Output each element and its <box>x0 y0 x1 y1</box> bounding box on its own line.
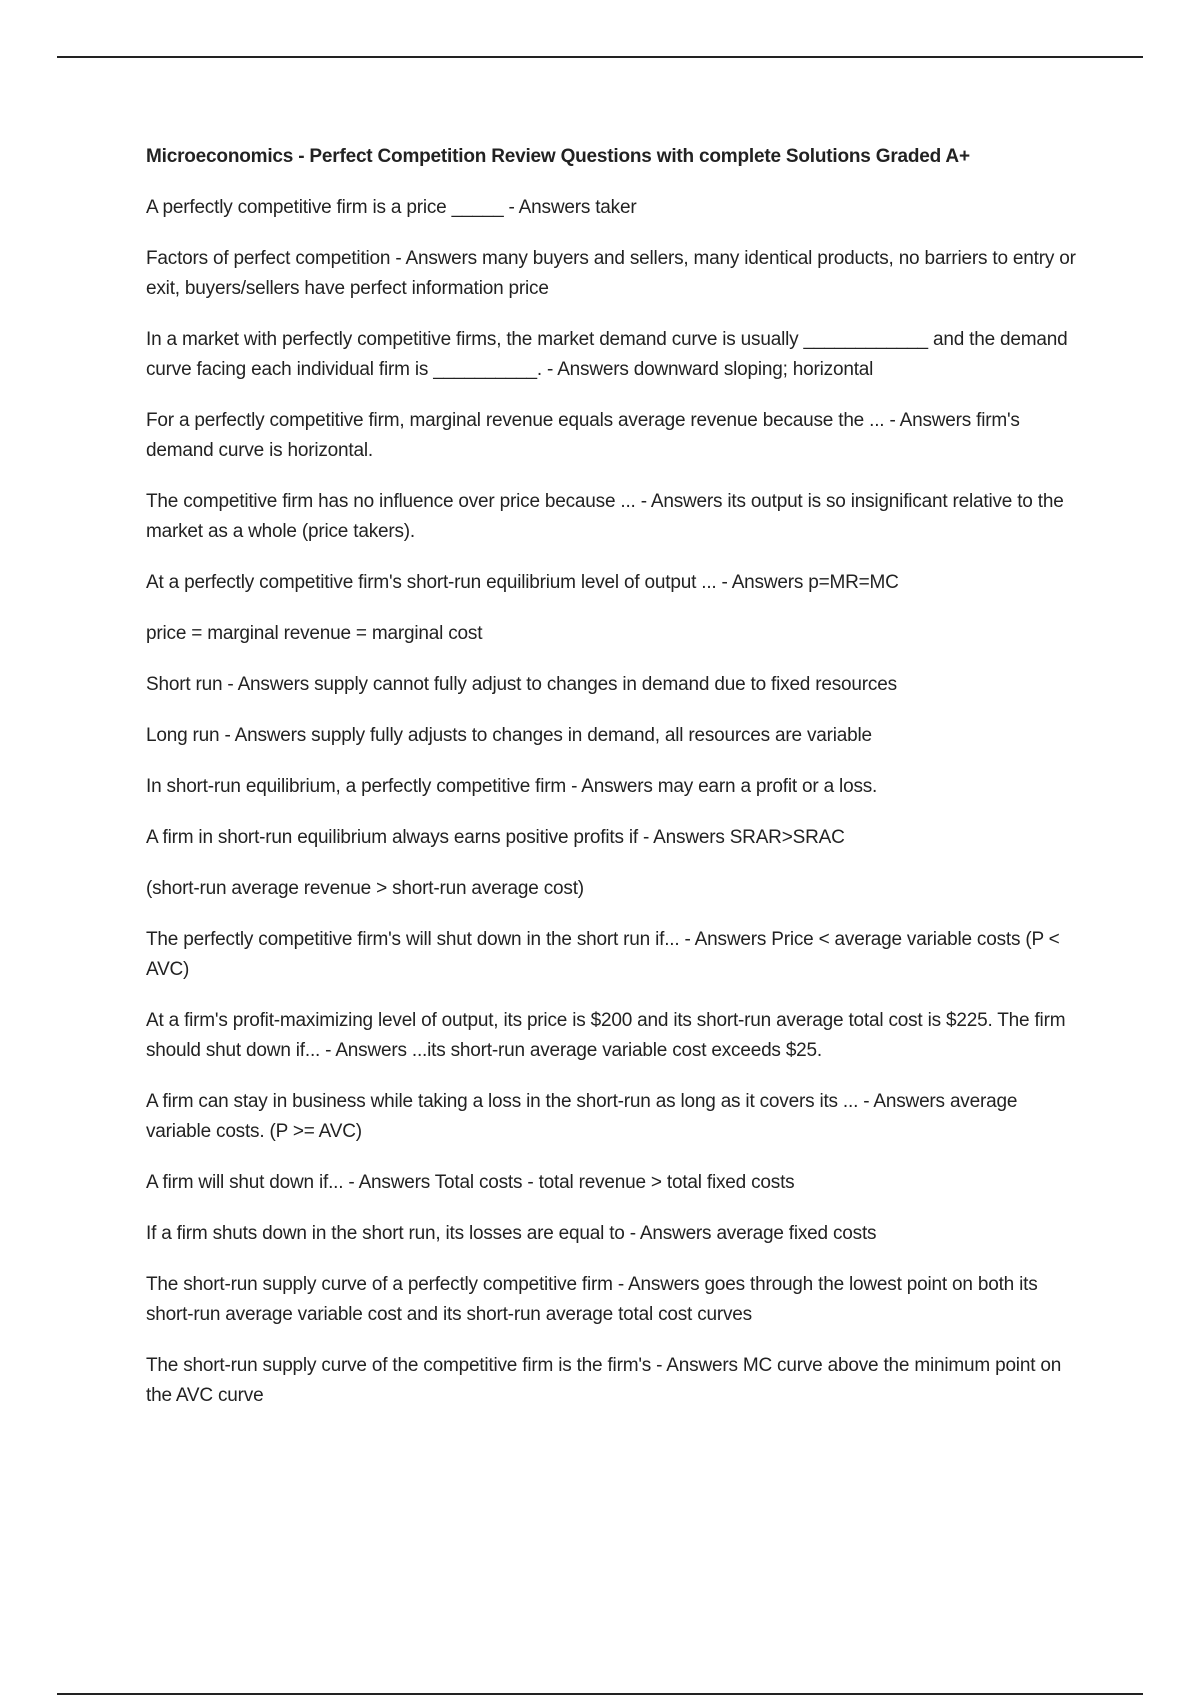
qa-item-3: In a market with perfectly competitive firms, the market demand curve is usually ____________ and the demand curve facing each individual firm is __________. - Answers downward sloping; horizontal <box>146 329 1068 380</box>
qa-item-11: A firm in short-run equilibrium always earns positive profits if - Answers SRAR>SRAC <box>146 827 845 848</box>
qa-item-2: Factors of perfect competition - Answers many buyers and sellers, many identical products, no barriers to entry or exit, buyers/sellers have perfect information price <box>146 248 1076 299</box>
qa-item-18: The short-run supply curve of a perfectly competitive firm - Answers goes through the lowest point on both its short-run average variable cost and its short-run average total cost curves <box>146 1274 1038 1325</box>
qa-item-16: A firm will shut down if... - Answers Total costs - total revenue > total fixed costs <box>146 1172 795 1193</box>
qa-item-9: Long run - Answers supply fully adjusts to changes in demand, all resources are variable <box>146 725 872 746</box>
qa-item-4: For a perfectly competitive firm, marginal revenue equals average revenue because the ... - Answers firm's demand curve is horizontal. <box>146 410 1020 461</box>
qa-item-15: A firm can stay in business while taking a loss in the short-run as long as it covers its ... - Answers average variable costs. (P >= AVC) <box>146 1091 1018 1142</box>
qa-item-5: The competitive firm has no influence over price because ... - Answers its output is so insignificant relative to the market as a whole (price takers). <box>146 491 1064 542</box>
document-title: Microeconomics - Perfect Competition Review Questions with complete Solutions Graded A+ <box>146 146 970 167</box>
footer-rule <box>57 1693 1143 1695</box>
qa-item-10: In short-run equilibrium, a perfectly competitive firm - Answers may earn a profit or a loss. <box>146 776 878 797</box>
qa-item-8: Short run - Answers supply cannot fully adjust to changes in demand due to fixed resources <box>146 674 897 695</box>
qa-item-7: price = marginal revenue = marginal cost <box>146 623 483 644</box>
header-rule <box>57 56 1143 58</box>
qa-item-6: At a perfectly competitive firm's short-run equilibrium level of output ... - Answers p=MR=MC <box>146 572 899 593</box>
qa-item-1: A perfectly competitive firm is a price _____ - Answers taker <box>146 197 637 218</box>
document-body <box>146 142 1086 1432</box>
qa-item-19: The short-run supply curve of the competitive firm is the firm's - Answers MC curve above the minimum point on the AVC curve <box>146 1355 1062 1406</box>
qa-item-12: (short-run average revenue > short-run average cost) <box>146 878 584 899</box>
qa-item-14: At a firm's profit-maximizing level of output, its price is $200 and its short-run average total cost is $225. The firm should shut down if... - Answers ...its short-run average variable cost exceeds $25. <box>146 1010 1066 1061</box>
qa-item-17: If a firm shuts down in the short run, its losses are equal to - Answers average fixed costs <box>146 1223 877 1244</box>
qa-item-13: The perfectly competitive firm's will shut down in the short run if... - Answers Price < average variable costs (P < AVC) <box>146 929 1060 980</box>
